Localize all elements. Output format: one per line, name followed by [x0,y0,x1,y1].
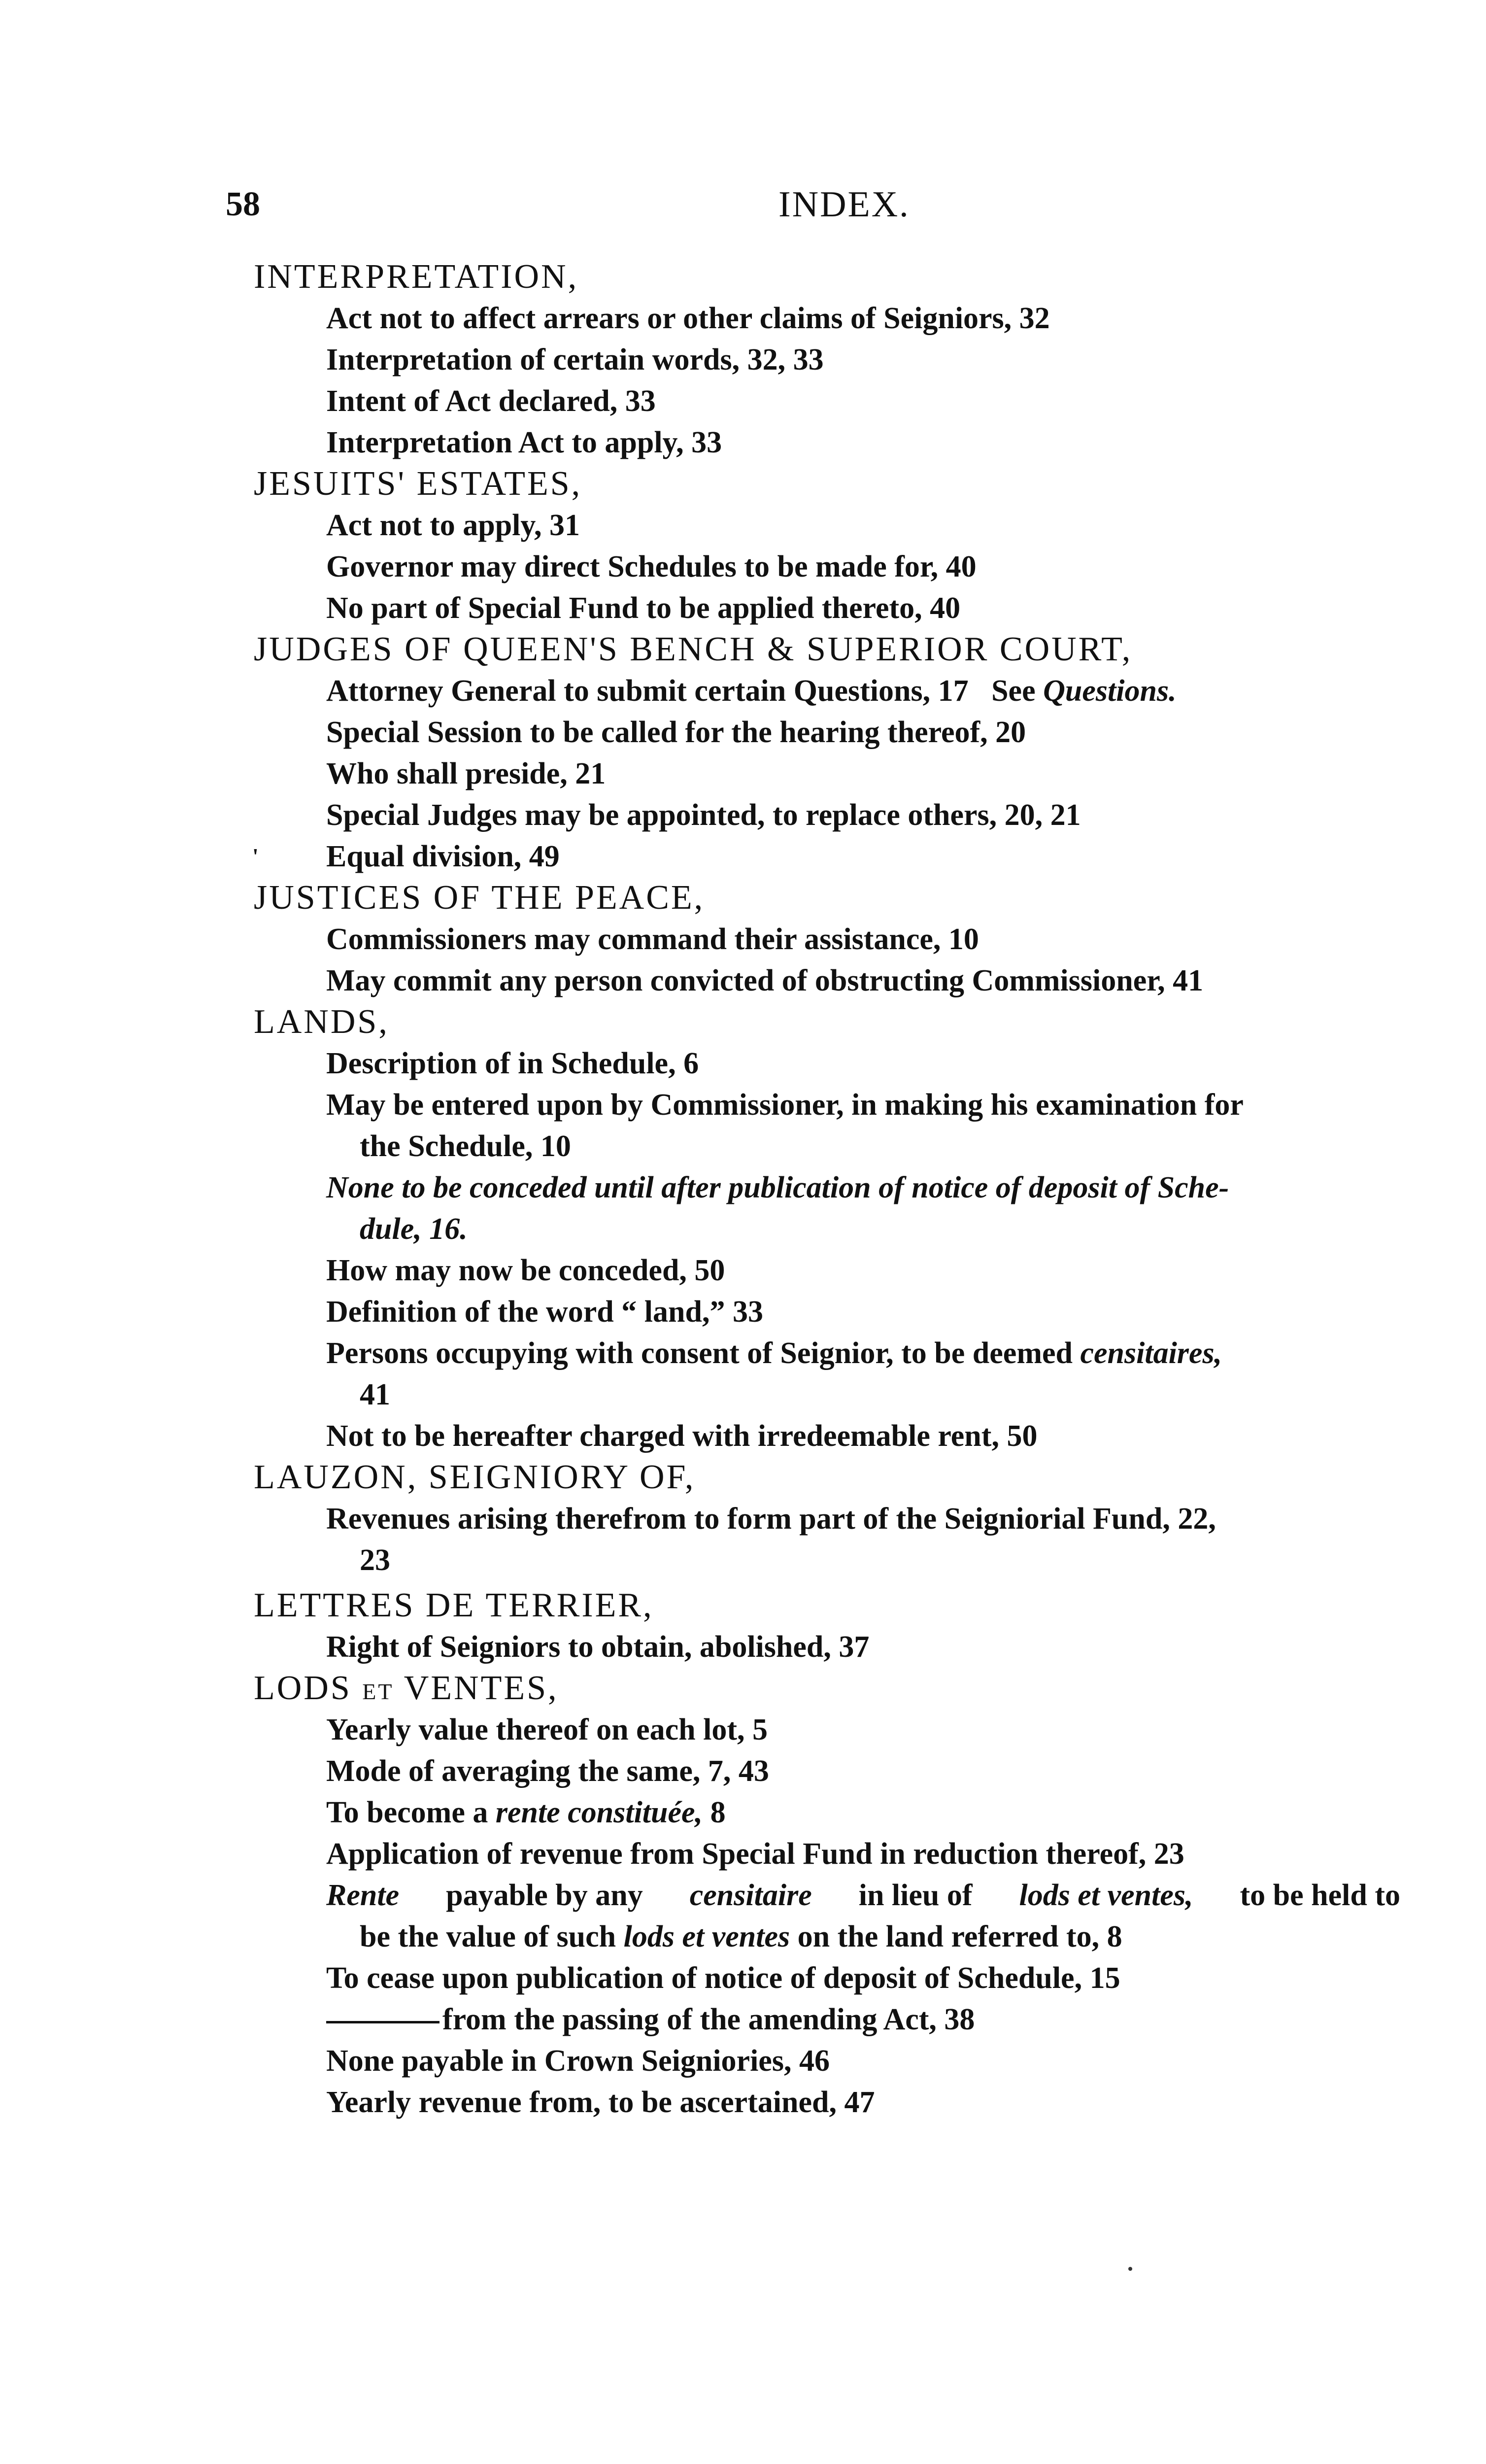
index-entry: May be entered upon by Commissioner, in making his examination for [326,1088,1244,1122]
index-entry-continuation [0,1916,1486,1957]
index-heading: LANDS, [254,1003,389,1041]
heading-part: LODS [254,1669,352,1707]
index-entry: Who shall preside, 21 [326,757,606,790]
index-heading [0,1668,1486,1709]
index-body [0,256,1486,2123]
index-entry: Governor may direct Schedules to be made for, 40 [326,550,977,583]
ink-speck [1128,2267,1132,2271]
see-label: See [991,674,1036,708]
entry-text: Persons occupying with consent of Seignior, to be deemed [326,1336,1073,1370]
index-entry: Revenues arising therefrom to form part of the Seigniorial Fund, 22, [326,1502,1216,1536]
index-entry: None to be conceded until after publication of notice of deposit of Sche- [326,1171,1229,1204]
index-entry [0,1792,1486,1833]
page-number: 58 [226,185,260,223]
index-entry: Act not to apply, 31 [326,509,580,542]
index-entry [0,670,1486,712]
justified-line [326,1875,1400,1916]
index-entry: Yearly value thereof on each lot, 5 [326,1713,768,1746]
entry-text: 8 [710,1796,726,1829]
index-entry: Interpretation Act to apply, 33 [326,426,722,459]
entry-text: from the passing of the amending Act, 38 [442,2003,975,2036]
index-heading: LAUZON, SEIGNIORY OF, [254,1458,696,1496]
heading-part: VENTES, [404,1669,559,1707]
entry-text: payable by any [446,1879,643,1912]
index-entry: Mode of averaging the same, 7, 43 [326,1754,769,1788]
index-entry: Application of revenue from Special Fund in reduction thereof, 23 [326,1837,1184,1871]
index-entry [0,836,1486,877]
entry-italic-term: rente constituée, [495,1796,703,1829]
index-entry: May commit any person convicted of obstructing Commissioner, 41 [326,964,1204,997]
index-heading: JUDGES OF QUEEN'S BENCH & SUPERIOR COURT, [254,630,1133,668]
index-entry: Definition of the word “ land,” 33 [326,1295,763,1329]
entry-italic-term: censitaires, [1080,1336,1222,1370]
index-entry: Interpretation of certain words, 32, 33 [326,343,824,376]
index-entry: Act not to affect arrears or other claims of Seigniors, 32 [326,302,1050,335]
entry-text: Equal division, 49 [326,840,560,873]
running-head [0,180,1486,229]
index-entry [0,1875,1486,1916]
index-entry: Commissioners may command their assistance, 10 [326,923,979,956]
entry-italic-term: lods et ventes, [1019,1879,1193,1912]
index-entry-continuation: the Schedule, 10 [360,1129,571,1163]
index-entry: Description of in Schedule, 6 [326,1047,699,1080]
index-heading: INTERPRETATION, [254,258,579,296]
spacer [0,1581,1486,1585]
index-entry: No part of Special Fund to be applied thereto, 40 [326,591,961,625]
margin-mark: ' [252,844,259,869]
index-heading: LETTRES DE TERRIER, [254,1586,654,1624]
entry-italic-term: censitaire [689,1879,812,1912]
entry-text: on the land referred to, 8 [797,1920,1122,1953]
index-entry: Not to be hereafter charged with irredeemable rent, 50 [326,1419,1038,1453]
entry-text: in lieu of [858,1879,973,1912]
entry-text: To become a [326,1796,488,1829]
index-entry-continuation: 23 [360,1543,390,1577]
index-entry: Intent of Act declared, 33 [326,384,656,418]
index-entry: To cease upon publication of notice of deposit of Schedule, 15 [326,1961,1120,1995]
entry-italic-term: Rente [326,1879,400,1912]
entry-text: to be held to [1240,1879,1400,1912]
index-entry: Yearly revenue from, to be ascertained, 47 [326,2086,875,2119]
entry-text: Attorney General to submit certain Questions, 17 [326,674,969,708]
index-entry: None payable in Crown Seigniories, 46 [326,2044,830,2078]
index-entry-continuation: 41 [360,1378,390,1411]
index-entry: How may now be conceded, 50 [326,1254,725,1287]
see-reference: Questions. [1043,674,1177,708]
ditto-dash [326,2021,439,2023]
running-title: INDEX. [778,184,910,225]
index-heading: JESUITS' ESTATES, [254,465,582,503]
index-entry [0,1999,1486,2040]
index-entry: Right of Seigniors to obtain, abolished, 37 [326,1630,870,1664]
entry-text: be the value of such [360,1920,616,1953]
entry-italic-term: lods et ventes [623,1920,790,1953]
index-entry: Special Session to be called for the hearing thereof, 20 [326,716,1026,749]
heading-small-caps: ET [362,1679,394,1704]
index-entry-continuation: dule, 16. [360,1212,468,1246]
index-entry [0,1333,1486,1374]
index-heading: JUSTICES OF THE PEACE, [254,879,705,917]
index-entry: Special Judges may be appointed, to replace others, 20, 21 [326,798,1081,832]
